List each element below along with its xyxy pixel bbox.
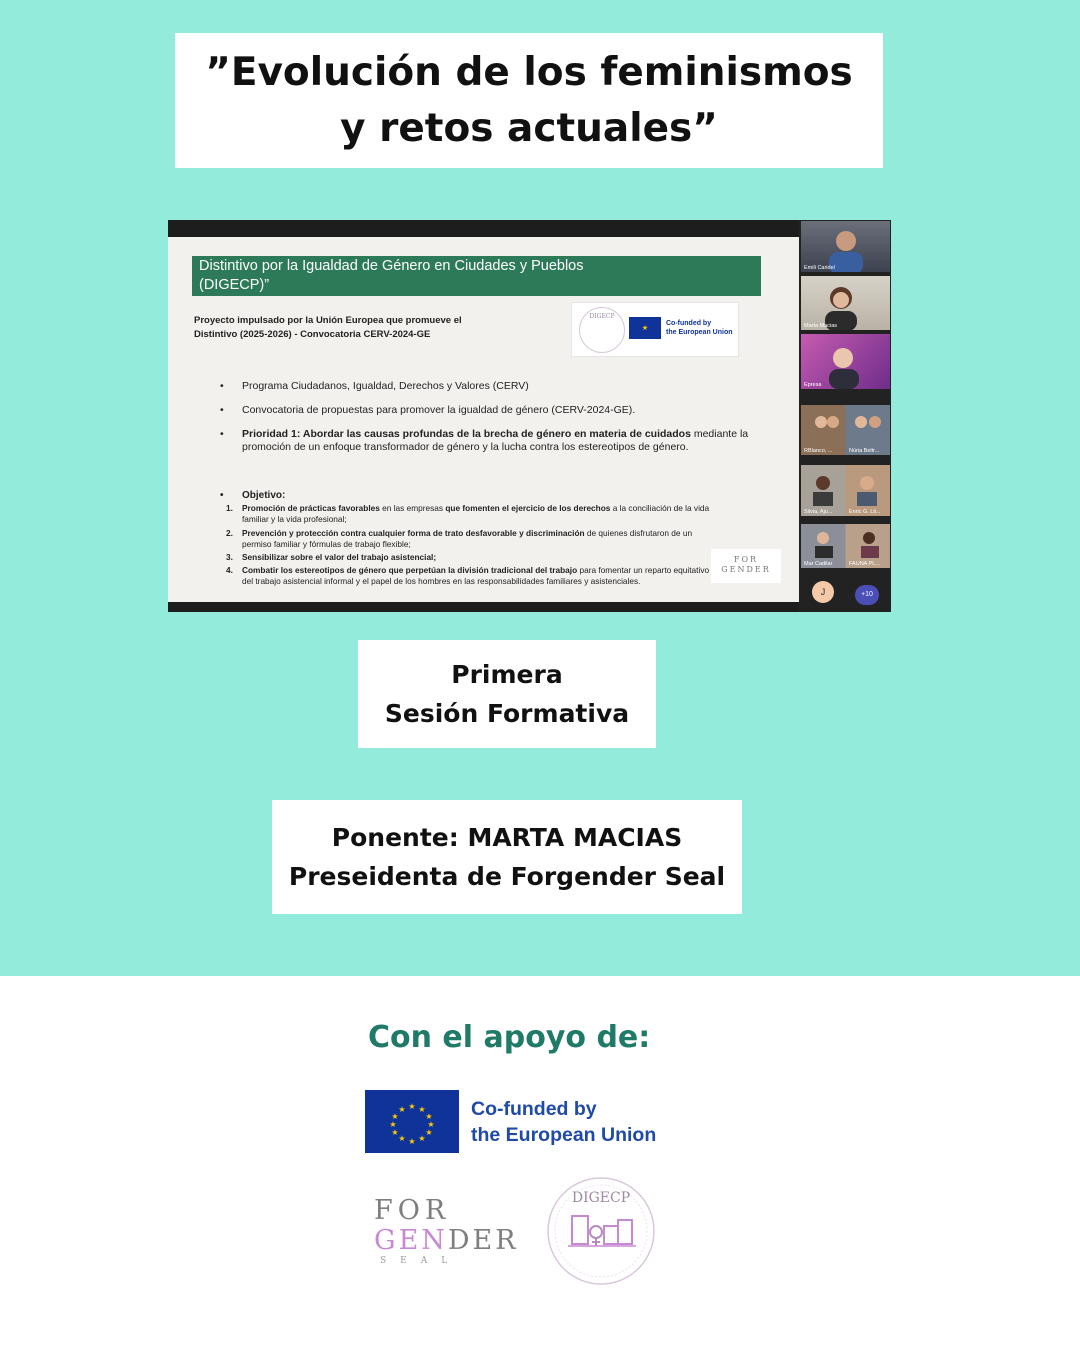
- digecp-text: DIGECP: [571, 1190, 631, 1206]
- participant-tile: [801, 465, 890, 516]
- participant-avatar[interactable]: J: [812, 581, 834, 603]
- forgender-gender: [374, 1226, 534, 1256]
- svg-text:★: ★: [418, 1134, 426, 1143]
- title-line-1: ”Evolución de los feminismos: [205, 49, 853, 95]
- slide-eu-line-1: Co-funded by: [666, 320, 712, 327]
- participant-name: FAUNA PL...: [849, 561, 880, 567]
- forgender-seal: SEAL: [380, 1256, 462, 1266]
- slide-objectives: [220, 490, 710, 590]
- participant-tile: [801, 405, 890, 455]
- participant-name: Epresa: [804, 382, 822, 388]
- participant-name: Enric G. Lli...: [849, 509, 881, 515]
- objective-bold-2: que fomenten el ejercicio de los derechos: [445, 503, 611, 514]
- svg-text:★: ★: [418, 1105, 426, 1114]
- slide-heading: [192, 256, 761, 296]
- objectives-list: [220, 503, 710, 587]
- objective-item: [220, 552, 710, 563]
- slide-forgender-logo: [711, 549, 781, 583]
- participant-name: Emili Caridel: [804, 265, 835, 271]
- speaker-line-1: Ponente: MARTA MACIAS: [331, 823, 683, 852]
- slide-logos: [571, 302, 739, 357]
- presentation-slide: [168, 237, 799, 602]
- objective-bold: Prevención y protección contra cualquier forma de trato desfavorable y discriminación: [242, 527, 585, 538]
- slide-eu-text: [666, 319, 733, 337]
- forgender-seal-logo: [374, 1196, 534, 1266]
- digecp-seal-logo: [546, 1176, 656, 1286]
- svg-text:★: ★: [391, 1112, 399, 1121]
- participant-name: Marta Macias: [804, 323, 838, 329]
- participant-name: Silvia, Aju...: [804, 509, 833, 515]
- slide-bullet: • Convocatoria de propuestas para promover la igualdad de género (CERV-2024-GE).: [220, 404, 780, 417]
- svg-text:★: ★: [425, 1128, 433, 1137]
- slide-priority: [220, 428, 780, 454]
- session-line-1: Primera: [451, 660, 563, 689]
- slide-bullet: • Programa Ciudadanos, Igualdad, Derechos y Valores (CERV): [220, 380, 780, 393]
- participant-name: RBlanco, ...: [804, 448, 833, 454]
- objective-bold: Combatir los estereotipos de género que perpetúan la división tradicional del trabajo: [242, 565, 578, 576]
- title-card: [175, 33, 883, 168]
- slide-forgender-line-2: GENDER: [721, 565, 771, 574]
- priority-bold: Prioridad 1: Abordar las causas profundas de la brecha de género en materia de cuidados: [242, 428, 691, 440]
- slide-eu-line-2: the European Union: [666, 329, 733, 336]
- objectives-heading: • Objetivo:: [220, 490, 710, 501]
- svg-text:★: ★: [425, 1112, 433, 1121]
- participant-name: Núria Beltr...: [849, 448, 880, 454]
- session-line-2: Sesión Formativa: [384, 699, 630, 728]
- forgender-gen: GEN: [374, 1225, 448, 1256]
- objective-item: [220, 565, 710, 587]
- participant-name: Mar Cadilar: [804, 561, 833, 567]
- objective-bold: Sensibilizar sobre el valor del trabajo asistencial;: [242, 552, 437, 563]
- priority-rest: mediante la promoción de un enfoque transformador de género y la lucha contra los estereotipos de género.: [242, 428, 749, 453]
- eu-flag-icon: [365, 1090, 459, 1153]
- svg-text:★: ★: [391, 1128, 399, 1137]
- svg-text:★: ★: [398, 1105, 406, 1114]
- participant-tile: [801, 221, 890, 272]
- title-line-2: y retos actuales”: [340, 105, 718, 151]
- objective-text: en las empresas: [379, 503, 446, 514]
- participant-tile: [801, 524, 890, 568]
- objective-num: 1.: [226, 503, 233, 514]
- svg-text:★: ★: [389, 1120, 397, 1129]
- eu-line-1: Co-funded by: [471, 1098, 597, 1120]
- participant-tile: [801, 334, 890, 389]
- svg-text:★: ★: [408, 1137, 416, 1146]
- slide-heading-line-2: (DIGECP)”: [199, 277, 270, 293]
- slide-forgender-line-1: FOR: [733, 555, 759, 564]
- participant-video: [801, 276, 890, 330]
- svg-text:★: ★: [408, 1102, 416, 1111]
- objective-item: [220, 528, 710, 550]
- digecp-seal-graphic: [546, 1176, 656, 1286]
- meeting-screenshot: [168, 220, 891, 612]
- objective-num: 3.: [226, 552, 233, 563]
- objective-item: [220, 503, 710, 525]
- speaker-line-2: Preseidenta de Forgender Seal: [288, 862, 726, 891]
- slide-intro: [194, 314, 524, 342]
- eu-line-2: the European Union: [471, 1124, 657, 1146]
- eu-cofunded-text: [471, 1096, 656, 1148]
- objective-text: de quienes disfrutaron de un permiso familiar y fórmulas de trabajo flexible;: [242, 527, 693, 549]
- svg-text:★: ★: [398, 1134, 406, 1143]
- slide-heading-line-1: Distintivo por la Igualdad de Género en Ciudades y Pueblos: [199, 258, 584, 274]
- forgender-for: FOR: [374, 1195, 451, 1226]
- eu-stars: [365, 1090, 459, 1153]
- slide-bullets: [220, 380, 780, 465]
- participant-tile: [801, 276, 890, 330]
- svg-text:★: ★: [427, 1120, 435, 1129]
- objective-num: 4.: [226, 565, 233, 576]
- participants-panel: [799, 220, 891, 612]
- slide-intro-line-1: Proyecto impulsado por la Unión Europea que promueve el: [194, 315, 462, 326]
- participant-video: [801, 334, 890, 389]
- objective-num: 2.: [226, 527, 233, 538]
- more-participants-badge[interactable]: +10: [855, 585, 879, 605]
- slide-eu-flag-icon: ★: [629, 317, 661, 339]
- slide-digecp-seal: DIGECP: [579, 307, 625, 353]
- objective-bold: Promoción de prácticas favorables: [242, 503, 380, 514]
- speaker-card: [272, 800, 742, 914]
- session-card: [358, 640, 656, 748]
- support-heading: Con el apoyo de:: [368, 1020, 651, 1055]
- objective-text: para fomentar un reparto equitativo del trabajo asistencial informal y el papel de los hombres en las responsabilidades familiares y asistenciales.: [242, 565, 710, 587]
- objective-text-2: a la conciliación de la vida familiar y la vida profesional;: [242, 503, 710, 525]
- forgender-der: DER: [447, 1225, 519, 1256]
- slide-intro-line-2: Distintivo (2025-2026) - Convocatoria CERV-2024-GE: [194, 329, 431, 340]
